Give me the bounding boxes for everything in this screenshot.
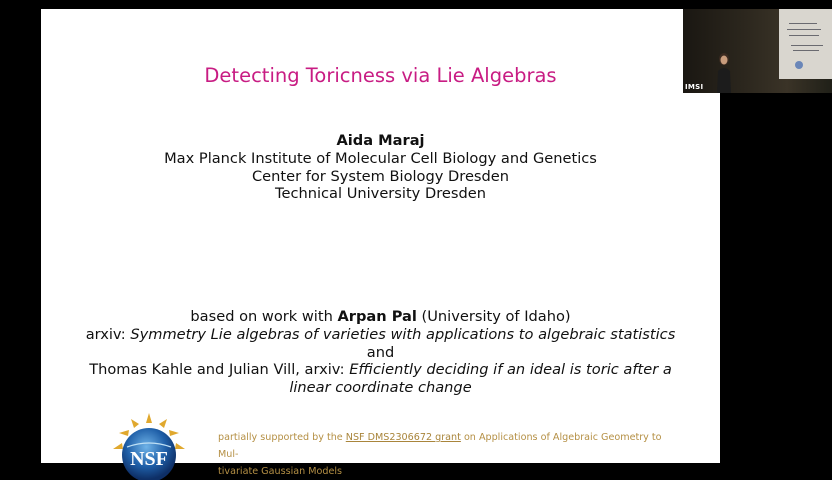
- author-name: Aida Maraj: [336, 132, 425, 149]
- coauthor-affiliation: (University of Idaho): [416, 308, 571, 325]
- funding-suffix-1: on Applications of Algebraic Geometry to Mul-: [218, 432, 662, 460]
- projector-screen: [779, 9, 832, 79]
- author-block: [41, 132, 720, 203]
- funding-note: [218, 429, 668, 480]
- nsf-logo-icon: [107, 411, 191, 471]
- affiliation-3: Technical University Dresden: [275, 185, 486, 203]
- imsi-badge: IMSI: [685, 83, 704, 91]
- based-on-prefix: based on work with: [190, 308, 338, 325]
- funding-prefix: partially supported by the: [218, 432, 346, 443]
- slide-title: Detecting Toricness via Lie Algebras: [204, 64, 557, 87]
- coauthors-line: [41, 361, 720, 379]
- based-on-block: [41, 308, 720, 397]
- nsf-logo-text: NSF: [130, 448, 168, 470]
- coauthor-name: Arpan Pal: [337, 308, 417, 325]
- funding-suffix-2: tivariate Gaussian Models: [218, 466, 343, 477]
- arxiv-title-2b: linear coordinate change: [289, 379, 472, 397]
- presentation-slide: [41, 9, 720, 477]
- arxiv-title-continuation: [41, 379, 720, 397]
- arxiv-prefix: arxiv:: [85, 325, 131, 343]
- speaker-webcam: [683, 9, 832, 93]
- based-on-line: [41, 308, 720, 326]
- affiliation-1: Max Planck Institute of Molecular Cell Biology and Genetics: [164, 149, 597, 167]
- grant-link[interactable]: NSF DMS2306672 grant: [345, 432, 461, 443]
- coauthors-prefix: Thomas Kahle and Julian Vill, arxiv:: [89, 361, 350, 379]
- affiliation-2: Center for System Biology Dresden: [251, 167, 510, 185]
- speaker-figure: [715, 51, 733, 93]
- arxiv-title-2a: Efficiently deciding if an ideal is toric after a: [349, 361, 672, 379]
- arxiv-line-1: [41, 326, 720, 344]
- and-line: and: [366, 343, 395, 361]
- arxiv-title-1: Symmetry Lie algebras of varieties with applications to algebraic statistics: [130, 325, 676, 343]
